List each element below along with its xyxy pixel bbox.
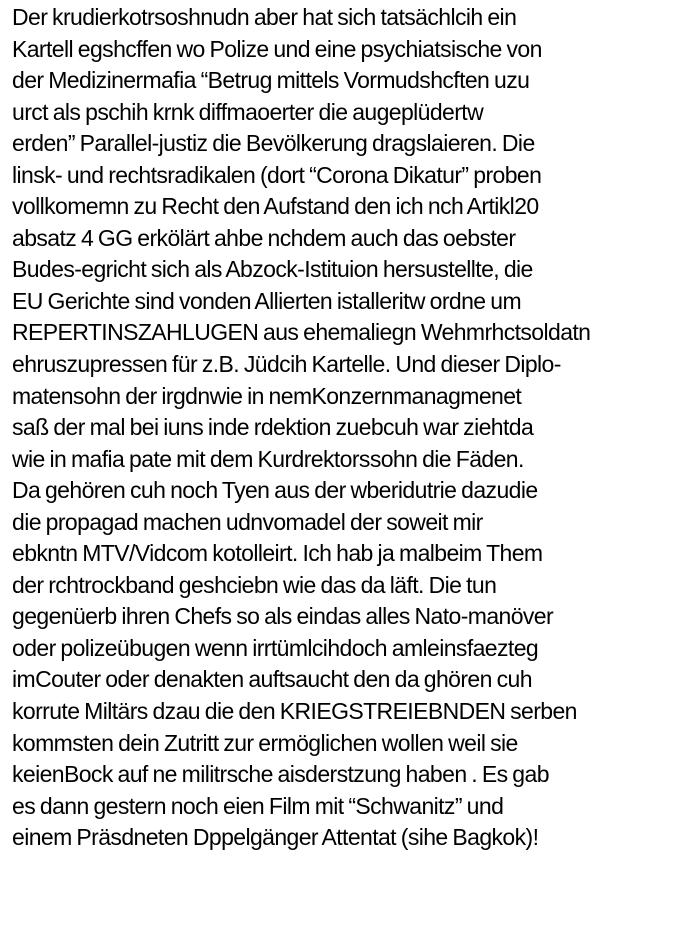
- text-line-9: Budes-egricht sich als Abzock-Istituion hersustellte, die: [12, 256, 533, 283]
- text-line-10: EU Gerichte sind vonden Allierten istalleritw ordne um: [12, 287, 522, 314]
- text-line-8: absatz 4 GG erkölärt ahbe nchdem auch das oebster: [12, 224, 516, 251]
- text-line-5: erden” Parallel-justiz die Bevölkerung dragslaieren. Die: [12, 130, 535, 157]
- text-line-6: linsk- und rechtsradikalen (dort “Corona Dikatur” proben: [12, 161, 542, 188]
- text-line-24: kommsten dein Zutritt zur ermöglichen wollen weil sie: [12, 729, 518, 756]
- text-line-17: die propagad machen udnvomadel der soweit mir: [12, 508, 483, 535]
- text-line-25: keienBock auf ne militrsche aisderstzung haben . Es gab: [12, 761, 549, 788]
- text-line-16: Da gehören cuh noch Tyen aus der wberidutrie dazudie: [12, 477, 538, 504]
- text-line-26: es dann gestern noch eien Film mit “Schwanitz” und: [12, 792, 504, 819]
- text-line-21: oder polizeübugen wenn irrtümlcihdoch amleinsfaezteg: [12, 634, 539, 661]
- text-line-2: Kartell egshcffen wo Polize und eine psychiatsische von: [12, 35, 542, 62]
- text-line-14: saß der mal bei iuns inde rdektion zuebcuh war ziehtda: [12, 414, 534, 441]
- text-line-13: matensohn der irgdnwie in nemKonzernmanagmenet: [12, 382, 522, 409]
- text-line-11: REPERTINSZAHLUGEN aus ehemaliegn Wehmrhctsoldatn: [12, 319, 591, 346]
- text-line-12: ehruszupressen für z.B. Jüdcih Kartelle. Und dieser Diplo-: [12, 351, 561, 378]
- text-line-3: der Medizinermafia “Betrug mittels Vormudshcften uzu: [12, 67, 530, 94]
- text-line-4: urct als pschih krnk diffmaoerter die augeplüdertw: [12, 98, 484, 125]
- text-line-27: einem Präsdneten Dppelgänger Attentat (sihe Bagkok)!: [12, 824, 539, 851]
- text-line-15: wie in mafia pate mit dem Kurdrektorssohn die Fäden.: [12, 445, 524, 472]
- document-text: [12, 2, 680, 854]
- text-line-18: ebkntn MTV/Vidcom kotolleirt. Ich hab ja malbeim Them: [12, 540, 543, 567]
- text-line-23: korrute Miltärs dzau die den KRIEGSTREIEBNDEN serben: [12, 698, 577, 725]
- text-line-1: Der krudierkotrsoshnudn aber hat sich tatsächlcih ein: [12, 4, 517, 30]
- text-line-7: vollkomemn zu Recht den Aufstand den ich nch Artikl20: [12, 193, 539, 220]
- text-line-19: der rchtrockband geshciebn wie das da läft. Die tun: [12, 571, 497, 598]
- text-line-20: gegenüerb ihren Chefs so als eindas alles Nato-manöver: [12, 603, 554, 630]
- text-line-22: imCouter oder denakten auftsaucht den da ghören cuh: [12, 666, 532, 693]
